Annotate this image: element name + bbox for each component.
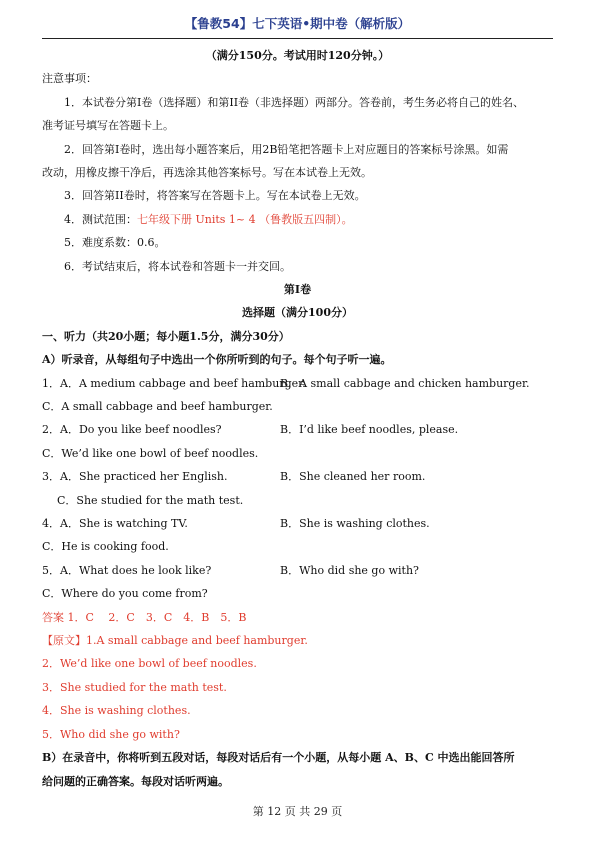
- question-5-row: [42, 559, 553, 582]
- part-1-title: 第I卷: [283, 283, 312, 297]
- test-scope: 七年级下册 Units 1~ 4 （鲁教版五四制）。: [137, 212, 353, 226]
- q4-option-b: B．She is washing clothes.: [280, 517, 430, 531]
- q2-option-b: B．I’d like beef noodles, please.: [280, 423, 459, 437]
- notice-item-3: 3．回答第II卷时，将答案写在答题卡上。写在本试卷上无效。: [64, 189, 366, 203]
- transcript-line-4: 4．She is washing clothes.: [42, 704, 191, 718]
- answer-key: 答案 1．C 2．C 3．C 4．B 5．B: [42, 610, 247, 624]
- notice-item-2-cont: 改动，用橡皮擦干净后，再选涂其他答案标号。写在本试卷上无效。: [42, 166, 372, 180]
- transcript-line-2: 2．We’d like one bowl of beef noodles.: [42, 657, 257, 671]
- q5-option-a: 5．A．What does he look like?: [42, 563, 212, 577]
- notice-item-1: 1．本试卷分第I卷（选择题）和第II卷（非选择题）两部分。答卷前，考生务必将自己的姓名、: [64, 95, 525, 109]
- notice-item-4: [42, 208, 553, 231]
- q5-option-b: B．Who did she go with?: [280, 563, 419, 577]
- q2-option-c: C．We’d like one bowl of beef noodles.: [42, 446, 259, 460]
- q1-option-c: C．A small cabbage and beef hamburger.: [42, 400, 273, 414]
- q3-option-c: C．She studied for the math test.: [57, 493, 244, 507]
- notice-item-5: 5．难度系数：0.6。: [64, 236, 166, 250]
- notice-item-4-label: 4．测试范围：: [64, 212, 137, 226]
- question-3-row: [42, 465, 553, 488]
- q5-option-c: C．Where do you come from?: [42, 587, 208, 601]
- notice-item-6: 6．考试结束后，将本试卷和答题卡一并交回。: [64, 259, 291, 273]
- transcript-line-5: 5．Who did she go with?: [42, 727, 180, 741]
- q4-option-a: 4．A．She is watching TV.: [42, 517, 188, 531]
- q3-option-a: 3．A．She practiced her English.: [42, 470, 228, 484]
- part-1-subtitle: 选择题（满分100分）: [242, 306, 353, 320]
- transcript-line-3: 3．She studied for the math test.: [42, 680, 227, 694]
- page-number-footer: 第 12 页 共 29 页: [252, 805, 343, 818]
- section-b-instructions-line-2: 给问题的正确答案。每段对话听两遍。: [42, 774, 229, 788]
- notice-item-1-cont: 准考证号填写在答题卡上。: [42, 119, 174, 133]
- document-body: [42, 44, 553, 793]
- q1-option-b: B．A small cabbage and chicken hamburger.: [280, 376, 530, 390]
- question-4-row: [42, 512, 553, 535]
- page-header-title: 【鲁教54】七下英语•期中卷（解析版）: [184, 16, 411, 31]
- q2-option-a: 2．A．Do you like beef noodles?: [42, 423, 222, 437]
- notice-title: 注意事项：: [42, 72, 97, 86]
- q4-option-c: C．He is cooking food.: [42, 540, 169, 554]
- section-a-instructions: A）听录音，从每组句子中选出一个你所听到的句子。每个句子听一遍。: [42, 353, 392, 367]
- section-listening-title: 一、听力（共20小题；每小题1.5分，满分30分）: [42, 329, 290, 343]
- header-divider: [42, 38, 553, 39]
- notice-item-2: 2．回答第I卷时，选出每小题答案后，用2B铅笔把答题卡上对应题目的答案标号涂黑。如需: [64, 142, 509, 156]
- score-info: （满分150分。考试用时120分钟。）: [205, 49, 390, 62]
- question-1-row: [42, 372, 553, 395]
- section-b-instructions-line-1: B）在录音中，你将听到五段对话，每段对话后有一个小题，从每小题 A、B、C 中选出能回答所: [42, 751, 515, 765]
- q1-option-a: 1．A．A medium cabbage and beef hamburger.: [42, 376, 306, 390]
- q3-option-b: B．She cleaned her room.: [280, 470, 426, 484]
- question-2-row: [42, 418, 553, 441]
- transcript-line-1: 【原文】1.A small cabbage and beef hamburger.: [42, 634, 308, 648]
